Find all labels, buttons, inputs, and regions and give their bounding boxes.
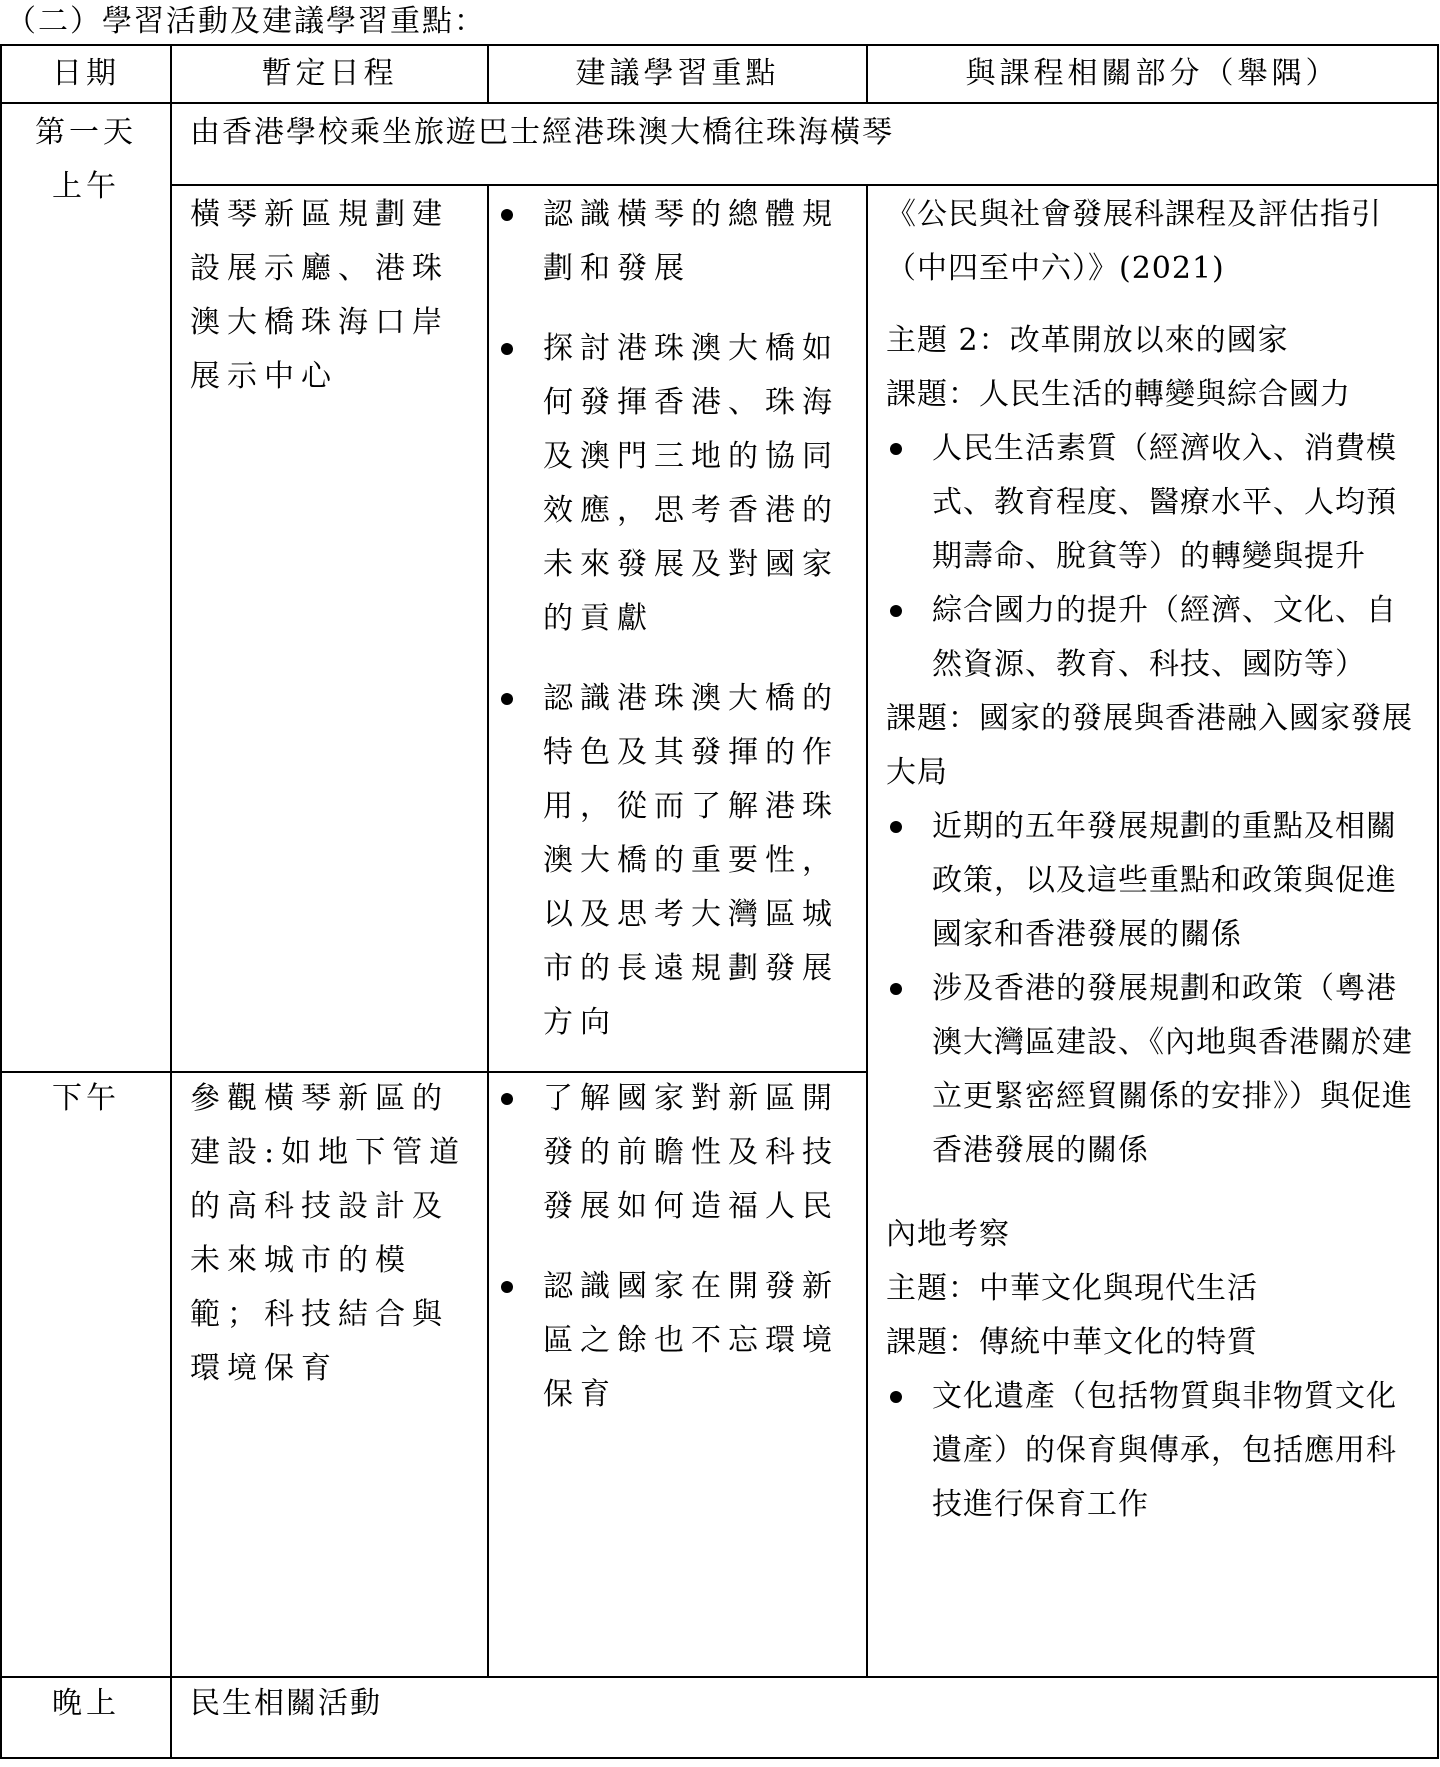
column-header-schedule: 暫定日程 (261, 56, 398, 91)
list-item: 認識國家在開發新區之餘也不忘環境保育 (497, 1260, 855, 1422)
curriculum-topic3-list (886, 1370, 1426, 1532)
list-item: 近期的五年發展規劃的重點及相關政策，以及這些重點和政策與促進國家和香港發展的關係 (886, 800, 1426, 962)
afternoon-schedule: 參觀橫琴新區的建設:如地下管道的高科技設計及未來城市的模範；科技結合與環境保育 (190, 1081, 467, 1386)
list-item: 涉及香港的發展規劃和政策（粵港澳大灣區建設、《內地與香港關於建立更緊密經貿關係的安排》）與促進香港發展的關係 (886, 962, 1426, 1178)
curriculum-study-tour: 內地考察 (886, 1217, 1010, 1252)
travel-row: 由香港學校乘坐旅遊巴士經港珠澳大橋往珠海橫琴 (190, 115, 894, 150)
column-header-curriculum: 與課程相關部分（舉隅） (965, 56, 1340, 91)
list-item: 認識橫琴的總體規劃和發展 (497, 188, 855, 296)
afternoon-focus (497, 1072, 855, 1448)
list-item: 認識港珠澳大橋的特色及其發揮的作用，從而了解港珠澳大橋的重要性，以及思考大灣區城市的長遠規劃發展方向 (497, 672, 855, 1050)
list-item: 了解國家對新區開發的前瞻性及科技發展如何造福人民 (497, 1072, 855, 1234)
date-cell-day1-morning (2, 106, 170, 214)
curriculum-cell (886, 188, 1426, 1532)
curriculum-topic: 課題：國家的發展與香港融入國家發展大局 (886, 701, 1413, 790)
afternoon-focus-list (497, 1072, 855, 1422)
morning-focus-list (497, 188, 855, 1050)
morning-schedule: 橫琴新區規劃建設展示廳、港珠澳大橋珠海口岸展示中心 (190, 197, 449, 394)
column-header-date: 日期 (52, 56, 120, 91)
table-line (170, 44, 172, 1759)
list-item: 綜合國力的提升（經濟、文化、自然資源、教育、科技、國防等） (886, 584, 1426, 692)
curriculum-guide-title: 《公民與社會發展科課程及評估指引（中四至中六）》(2021) (886, 197, 1382, 286)
table-line (0, 102, 1439, 104)
table-line (1437, 44, 1439, 1759)
curriculum-topic: 課題：傳統中華文化的特質 (886, 1325, 1258, 1360)
table-line (170, 184, 1439, 186)
morning-focus (497, 188, 855, 1076)
evening-label: 晚上 (52, 1686, 120, 1721)
day1-label: 第一天 (35, 115, 137, 150)
list-item: 探討港珠澳大橋如何發揮香港、珠海及澳門三地的協同效應，思考香港的未來發展及對國家的貢獻 (497, 322, 855, 646)
list-item: 人民生活素質（經濟收入、消費模式、教育程度、醫療水平、人均預期壽命、脫貧等）的轉變與提升 (886, 422, 1426, 584)
table-line (487, 184, 489, 1678)
curriculum-topic1-list (886, 422, 1426, 692)
afternoon-label: 下午 (52, 1081, 120, 1116)
table-line (0, 44, 2, 1759)
curriculum-theme: 主題 2：改革開放以來的國家 (886, 323, 1289, 358)
list-item: 文化遺產（包括物質與非物質文化遺產）的保育與傳承，包括應用科技進行保育工作 (886, 1370, 1426, 1532)
section-heading: （二）學習活動及建議學習重點： (6, 4, 486, 39)
evening-activity: 民生相關活動 (190, 1686, 382, 1721)
table-line (0, 1757, 1439, 1759)
curriculum-theme: 主題：中華文化與現代生活 (886, 1271, 1258, 1306)
curriculum-topic: 課題：人民生活的轉變與綜合國力 (886, 377, 1351, 412)
column-header-learning-focus: 建議學習重點 (575, 56, 780, 91)
curriculum-topic2-list (886, 800, 1426, 1178)
morning-label: 上午 (52, 169, 120, 204)
table-line (866, 184, 868, 1678)
